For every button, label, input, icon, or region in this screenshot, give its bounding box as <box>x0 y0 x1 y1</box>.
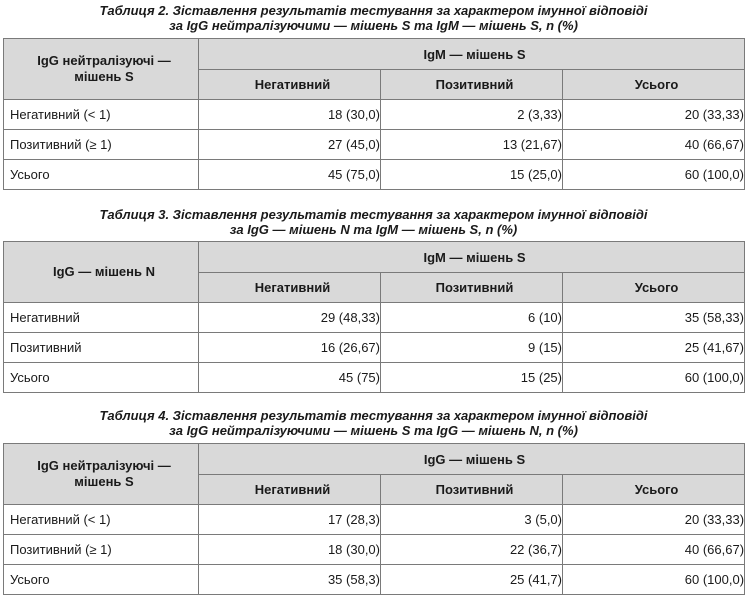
group-header: IgG — мішень S <box>199 444 745 475</box>
table-4-caption <box>0 408 747 438</box>
row-header-line: IgG нейтралізуючі — <box>37 458 171 473</box>
column-header: Негативний <box>199 475 381 505</box>
table-row <box>4 100 745 130</box>
cell: 27 (45,0) <box>199 130 381 160</box>
row-label: Позитивний (≥ 1) <box>4 535 199 565</box>
column-header: Негативний <box>199 70 381 100</box>
group-header: IgM — мішень S <box>199 242 745 273</box>
cell: 29 (48,33) <box>199 303 381 333</box>
row-label: Усього <box>4 160 199 190</box>
row-header-cell <box>4 242 199 303</box>
cell: 15 (25) <box>381 363 563 393</box>
row-label: Негативний (< 1) <box>4 100 199 130</box>
column-header: Усього <box>563 475 745 505</box>
cell: 45 (75) <box>199 363 381 393</box>
cell: 25 (41,67) <box>563 333 745 363</box>
column-header: Позитивний <box>381 475 563 505</box>
column-header: Усього <box>563 70 745 100</box>
caption-line: Таблиця 2. Зіставлення результатів тестування за характером імунної відповіді <box>99 3 648 18</box>
row-label: Позитивний <box>4 333 199 363</box>
caption-line: Таблиця 3. Зіставлення результатів тестування за характером імунної відповіді <box>99 207 648 222</box>
row-header-line: IgG — мішень N <box>52 264 156 279</box>
cell: 60 (100,0) <box>563 565 745 595</box>
table-row <box>4 130 745 160</box>
table-row <box>4 535 745 565</box>
column-header: Позитивний <box>381 70 563 100</box>
row-label: Негативний <box>4 303 199 333</box>
table-row <box>4 303 745 333</box>
cell: 40 (66,67) <box>563 535 745 565</box>
cell: 25 (41,7) <box>381 565 563 595</box>
cell: 20 (33,33) <box>563 505 745 535</box>
cell: 17 (28,3) <box>199 505 381 535</box>
table-2-caption <box>0 3 747 33</box>
row-label: Усього <box>4 363 199 393</box>
table-4 <box>3 443 745 595</box>
table-row <box>4 505 745 535</box>
row-header-line: мішень S <box>74 474 134 489</box>
column-header: Позитивний <box>381 273 563 303</box>
row-label: Усього <box>4 565 199 595</box>
cell: 40 (66,67) <box>563 130 745 160</box>
row-header-line: IgG нейтралізуючі — <box>37 53 171 68</box>
column-header: Усього <box>563 273 745 303</box>
cell: 15 (25,0) <box>381 160 563 190</box>
cell: 2 (3,33) <box>381 100 563 130</box>
cell: 9 (15) <box>381 333 563 363</box>
row-header-cell <box>4 39 199 100</box>
cell: 16 (26,67) <box>199 333 381 363</box>
group-header: IgM — мішень S <box>199 39 745 70</box>
cell: 60 (100,0) <box>563 363 745 393</box>
cell: 60 (100,0) <box>563 160 745 190</box>
cell: 18 (30,0) <box>199 100 381 130</box>
cell: 35 (58,33) <box>563 303 745 333</box>
column-header: Негативний <box>199 273 381 303</box>
table-3-caption <box>0 207 747 237</box>
table-row <box>4 160 745 190</box>
cell: 6 (10) <box>381 303 563 333</box>
table-row <box>4 333 745 363</box>
cell: 13 (21,67) <box>381 130 563 160</box>
table-2 <box>3 38 745 190</box>
caption-line: за IgG — мішень N та IgM — мішень S, n (%) <box>229 222 518 237</box>
caption-line: за IgG нейтралізуючими — мішень S та IgM — мішень S, n (%) <box>169 18 578 33</box>
table-row <box>4 363 745 393</box>
cell: 22 (36,7) <box>381 535 563 565</box>
row-header-cell <box>4 444 199 505</box>
caption-line: Таблиця 4. Зіставлення результатів тестування за характером імунної відповіді <box>99 408 648 423</box>
cell: 45 (75,0) <box>199 160 381 190</box>
caption-line: за IgG нейтралізуючими — мішень S та IgG — мішень N, n (%) <box>169 423 578 438</box>
row-label: Позитивний (≥ 1) <box>4 130 199 160</box>
cell: 3 (5,0) <box>381 505 563 535</box>
table-row <box>4 565 745 595</box>
cell: 18 (30,0) <box>199 535 381 565</box>
cell: 35 (58,3) <box>199 565 381 595</box>
row-header-line: мішень S <box>74 69 134 84</box>
row-label: Негативний (< 1) <box>4 505 199 535</box>
table-3 <box>3 241 745 393</box>
cell: 20 (33,33) <box>563 100 745 130</box>
